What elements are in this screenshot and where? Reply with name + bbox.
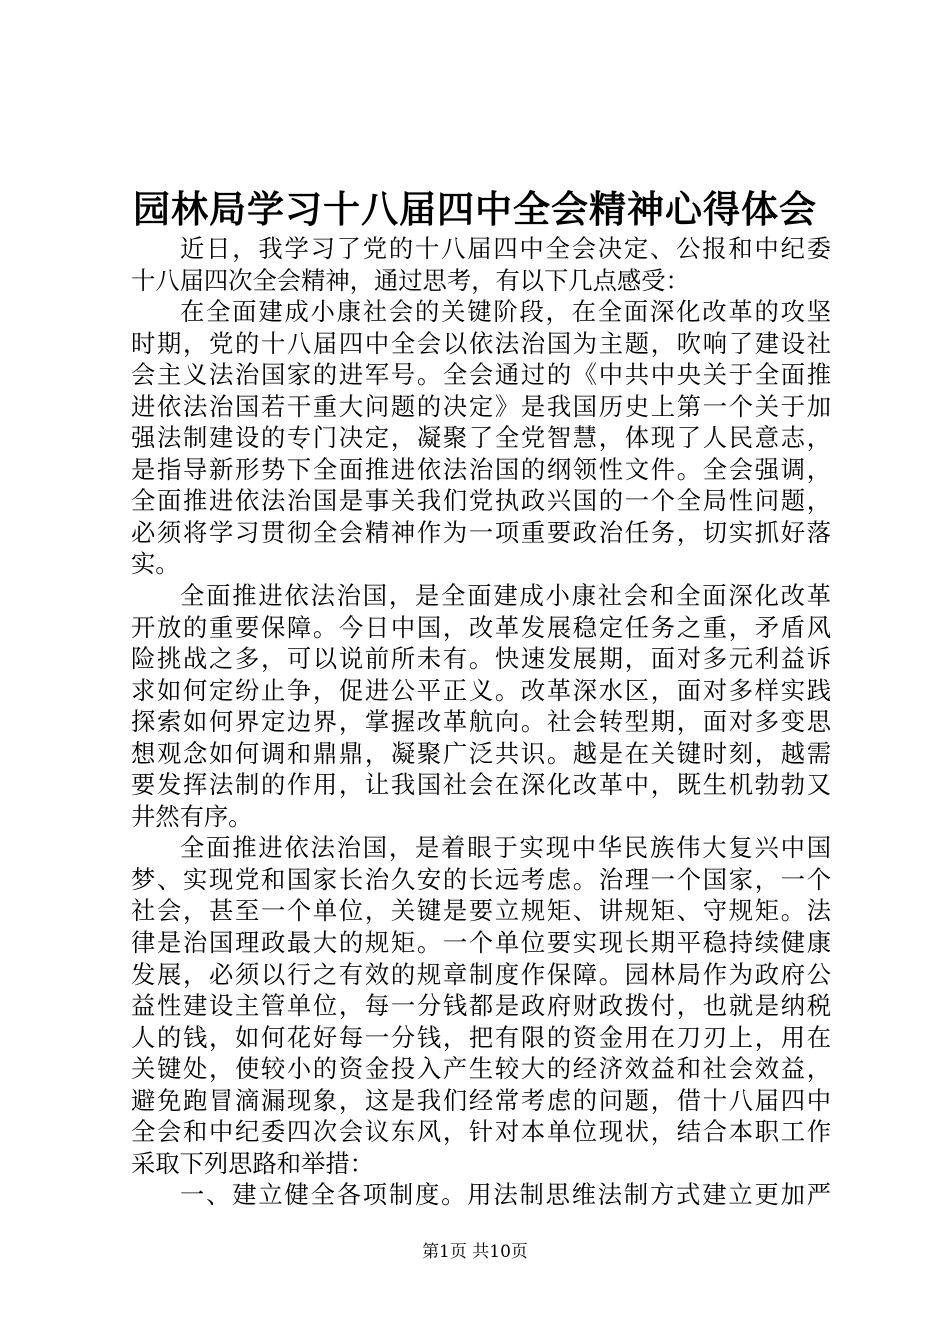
text-line: 全会和中纪委四次会议东风，针对本单位现状，结合本职工作 xyxy=(131,1117,831,1147)
text-line: 避免跑冒滴漏现象，这是我们经常考虑的问题，借十八届四中 xyxy=(131,1085,831,1115)
page-footer: 第1页 共10页 xyxy=(422,1242,528,1262)
text-line: 是指导新形势下全面推进依法治国的纲领性文件。全会强调， xyxy=(131,454,831,484)
text-line: 必须将学习贯彻全会精神作为一项重要政治任务，切实抓好落 xyxy=(131,517,831,547)
text-line: 求如何定纷止争，促进公平正义。改革深水区，面对多样实践 xyxy=(131,675,831,705)
text-line: 想观念如何调和鼎鼎，凝聚广泛共识。越是在关键时刻，越需 xyxy=(131,738,831,768)
page-title: 园林局学习十八届四中全会精神心得体会 xyxy=(133,187,817,231)
text-line: 险挑战之多，可以说前所未有。快速发展期，面对多元利益诉 xyxy=(131,644,831,674)
text-line: 强法制建设的专门决定，凝聚了全党智慧，体现了人民意志， xyxy=(131,423,831,453)
document-body xyxy=(131,233,831,1211)
text-line: 一、建立健全各项制度。用法制思维法制方式建立更加严 xyxy=(180,1180,831,1210)
text-line: 发展，必须以行之有效的规章制度作保障。园林局作为政府公 xyxy=(131,959,831,989)
text-line: 全面推进依法治国，是全面建成小康社会和全面深化改革 xyxy=(180,581,831,611)
text-line: 井然有序。 xyxy=(131,801,253,831)
text-line: 开放的重要保障。今日中国，改革发展稳定任务之重，矛盾风 xyxy=(131,612,831,642)
text-line: 律是治国理政最大的规矩。一个单位要实现长期平稳持续健康 xyxy=(131,928,831,958)
text-line: 全面推进依法治国，是着眼于实现中华民族伟大复兴中国 xyxy=(180,833,831,863)
text-line: 梦、实现党和国家长治久安的长远考虑。治理一个国家，一个 xyxy=(131,864,831,894)
text-line: 进依法治国若干重大问题的决定》是我国历史上第一个关于加 xyxy=(131,391,831,421)
text-line: 会主义法治国家的进军号。全会通过的《中共中央关于全面推 xyxy=(131,360,831,390)
text-line: 近日，我学习了党的十八届四中全会决定、公报和中纪委 xyxy=(180,234,831,263)
text-line: 益性建设主管单位，每一分钱都是政府财政拨付，也就是纳税 xyxy=(131,991,831,1021)
text-line: 全面推进依法治国是事关我们党执政兴国的一个全局性问题， xyxy=(131,486,831,516)
text-line: 社会，甚至一个单位，关键是要立规矩、讲规矩、守规矩。法 xyxy=(131,896,831,926)
text-line: 人的钱，如何花好每一分钱，把有限的资金用在刀刃上，用在 xyxy=(131,1022,831,1052)
text-line: 采取下列思路和举措： xyxy=(131,1148,374,1178)
text-line: 探索如何界定边界，掌握改革航向。社会转型期，面对多变思 xyxy=(131,707,831,737)
text-line: 在全面建成小康社会的关键阶段，在全面深化改革的攻坚 xyxy=(180,297,831,327)
text-line: 关键处，使较小的资金投入产生较大的经济效益和社会效益， xyxy=(131,1054,831,1084)
text-line: 十八届四次全会精神，通过思考，有以下几点感受： xyxy=(131,265,690,295)
text-line: 要发挥法制的作用，让我国社会在深化改革中，既生机勃勃又 xyxy=(131,770,831,800)
text-line: 时期，党的十八届四中全会以依法治国为主题，吹响了建设社 xyxy=(131,328,831,358)
text-line: 实。 xyxy=(131,549,180,579)
